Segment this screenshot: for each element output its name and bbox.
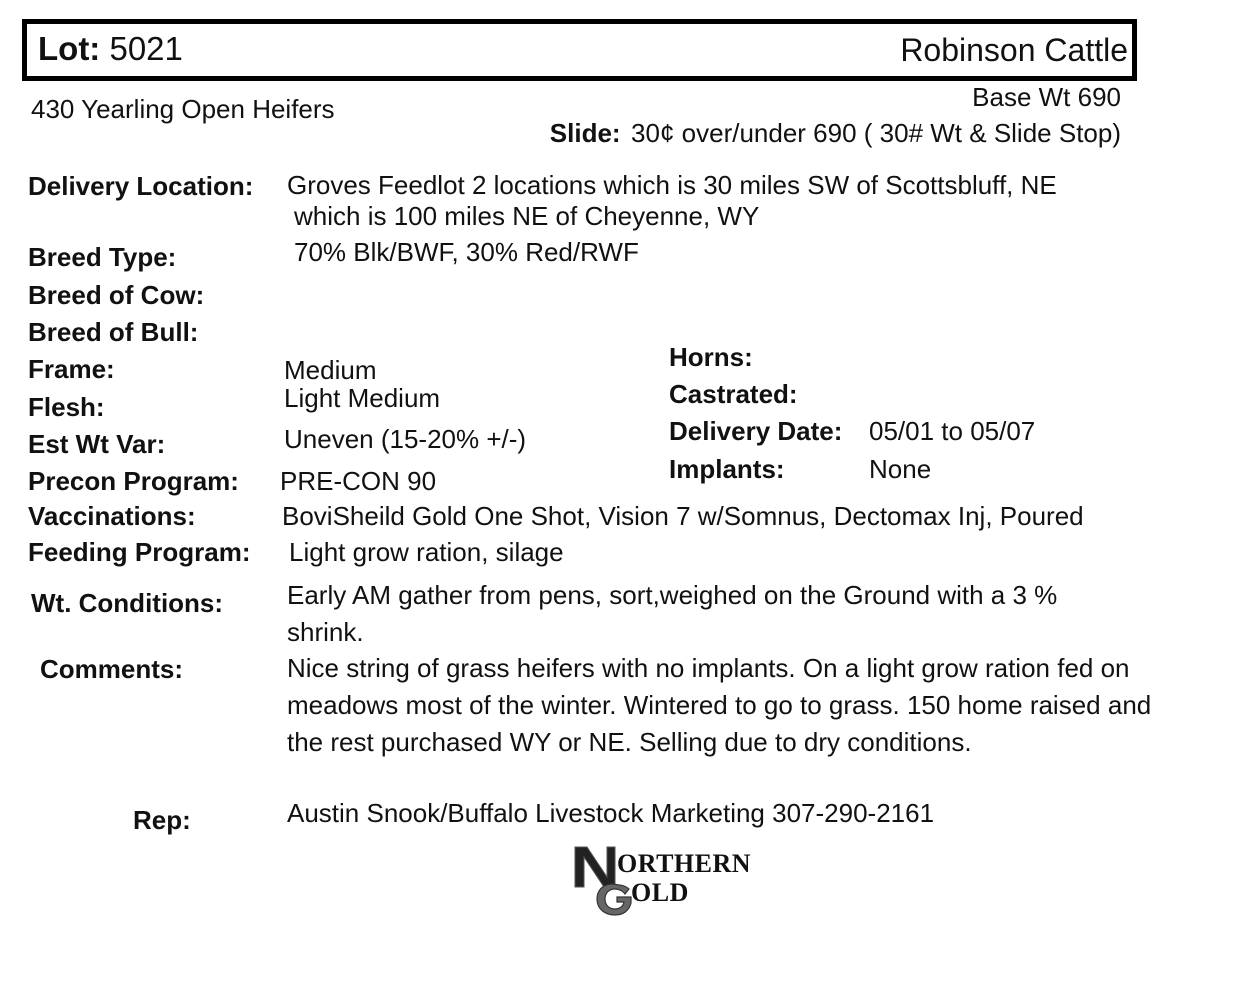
delivery-date-value: 05/01 to 05/07 <box>869 416 1036 446</box>
breed-of-bull-label: Breed of Bull: <box>28 317 199 347</box>
flesh-label: Flesh: <box>28 392 105 422</box>
comments-value: Nice string of grass heifers with no implants. On a light grow ration fed on meadows most of the winter. Wintered to go to grass. 150 home raised and the rest purchased WY or NE. Selling due to dry conditions. <box>287 653 1152 757</box>
wt-conditions-label: Wt. Conditions: <box>31 588 224 618</box>
horns-label: Horns: <box>669 342 753 372</box>
est-wt-var-value: Uneven (15-20% +/-) <box>284 424 527 454</box>
precon-program-value: PRE-CON 90 <box>280 466 437 496</box>
rep-label: Rep: <box>133 805 191 835</box>
lot-description: 430 Yearling Open Heifers <box>31 94 335 124</box>
feeding-program-label: Feeding Program: <box>28 537 251 567</box>
slide-value: 30¢ over/under 690 ( 30# Wt & Slide Stop) <box>631 118 1121 148</box>
breed-type-label: Breed Type: <box>28 242 177 272</box>
base-weight: Base Wt 690 <box>972 82 1121 112</box>
northern-gold-logo <box>573 843 773 917</box>
lot-header-box <box>22 19 1137 81</box>
frame-label: Frame: <box>28 354 115 384</box>
slide-row <box>550 118 1121 149</box>
frame-value: Medium <box>284 355 377 385</box>
est-wt-var-label: Est Wt Var: <box>28 429 166 459</box>
delivery-location-label: Delivery Location: <box>28 171 254 201</box>
flesh-value: Light Medium <box>284 383 441 413</box>
lot-label: Lot: <box>38 30 101 67</box>
slide-label: Slide: <box>549 118 621 148</box>
seller-name: Robinson Cattle <box>900 32 1128 68</box>
comments-label: Comments: <box>40 654 184 684</box>
northern-gold-logo-mark <box>573 843 773 917</box>
lot-number: 5021 <box>109 30 183 67</box>
rep-value: Austin Snook/Buffalo Livestock Marketing 307-290-2161 <box>287 798 935 828</box>
lot-id <box>38 30 183 68</box>
delivery-location-line1: Groves Feedlot 2 locations which is 30 miles SW of Scottsbluff, NE <box>287 170 1057 200</box>
breed-type-value: 70% Blk/BWF, 30% Red/RWF <box>294 237 639 267</box>
wt-conditions-value: Early AM gather from pens, sort,weighed on the Ground with a 3 % shrink. <box>287 580 1058 647</box>
vaccinations-label: Vaccinations: <box>28 501 196 531</box>
svg-text:ORTHERN: ORTHERN <box>617 849 752 878</box>
feeding-program-value: Light grow ration, silage <box>289 537 564 567</box>
delivery-location-line2: which is 100 miles NE of Cheyenne, WY <box>294 201 760 231</box>
svg-text:OLD: OLD <box>631 878 689 907</box>
delivery-date-label: Delivery Date: <box>669 416 843 446</box>
vaccinations-value: BoviSheild Gold One Shot, Vision 7 w/Somnus, Dectomax Inj, Poured <box>282 501 1084 531</box>
precon-program-label: Precon Program: <box>28 466 239 496</box>
breed-of-cow-label: Breed of Cow: <box>28 280 205 310</box>
implants-label: Implants: <box>669 454 785 484</box>
castrated-label: Castrated: <box>669 379 798 409</box>
implants-value: None <box>869 454 932 484</box>
